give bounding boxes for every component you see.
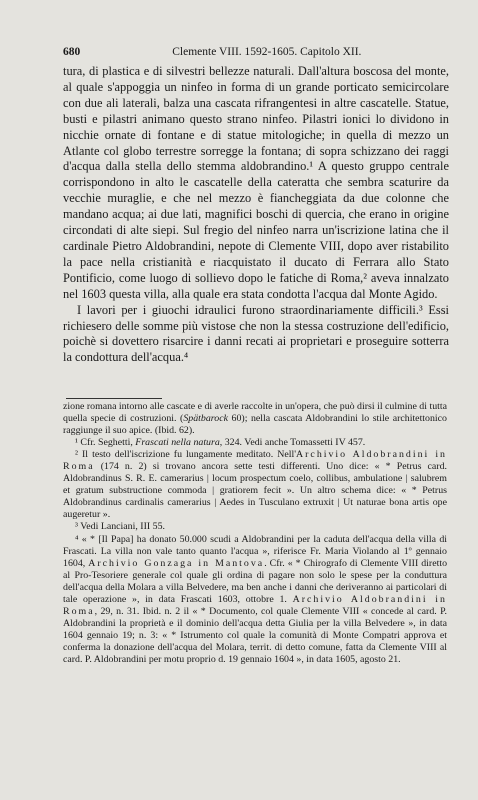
footnote-text: ³ Vedi Lanciani, III 55.: [75, 521, 165, 533]
footnote-text: . Cfr. « * Chirografo di Clemente VIII diretto al Pro-Tesoriere generale col quale gli ordina di pagare non solo le spese per la conduttura dell'acqua della Molara a villa Belvedere, ma ben anche i danni che deriveranno ai particolari di tale operazione », in data Frascati 1603, ottobre 1.: [63, 557, 448, 605]
running-header: [63, 45, 435, 59]
footnote-italic: Spätbarock: [183, 413, 228, 425]
footnote-text: ² Il testo dell'iscrizione fu lungamente meditato. Nell': [75, 449, 297, 461]
footnote-text: ¹ Cfr. Seghetti,: [75, 437, 136, 449]
body-paragraph: I lavori per i giuochi idraulici furono straordinariamente difficili.³ Essi richiesero delle somme più vistose che non la stessa costruzione dell'edificio, poichè si dovettero risarcire i danni recati ai proprietari e proseguire sotterra la condottura dell'acqua.⁴: [63, 302, 449, 365]
main-text: [63, 64, 449, 366]
footnote-4: [63, 534, 447, 667]
footnote-text: 60); nella cascata Aldobrandini lo stile architettonico raggiunge il suo apice. (Ibid. 62).: [63, 413, 447, 437]
footnote-text: , 29, n. 31. Ibid. n. 2 il « * Documento, col quale Clemente VIII « concede al card. P. Aldobrandini la proprietà e il dominio dell'acqua detta Giulia per la villa Belvedere », in data 1604 gennaio 19; n. 3: « * Istrumento col quale la comunità di Monte Compatri approva et conferma la donazione dell'acqua del Molara, territ. di detto comune, fatta da Clemente VIII al card. P. Aldobrandini per motu proprio d. 19 gennaio 1604 », in data 1605, agosto 21.: [63, 605, 447, 665]
footnote-separator: [66, 398, 162, 399]
footnote-spaced: Archivio Aldobrandini in Roma: [63, 449, 447, 473]
footnote-spaced: Archivio Gonzaga in Mantova: [88, 557, 265, 569]
page-number: 680: [63, 46, 81, 58]
footnote-text: zione romana intorno alle cascate e di averle raccolte in un'opera, che può dirsi il culmine di tutta quella specie di costruzioni. (: [63, 401, 448, 425]
footnote-2: [63, 449, 447, 521]
footnote-spaced: Archivio Aldobrandini in Roma: [63, 593, 447, 617]
footnote-italic: Frascati nella natura: [135, 437, 220, 449]
footnote-3: [63, 521, 447, 533]
footnote-text: ⁴ « * [Il Papa] ha donato 50.000 scudi a Aldobrandini per la caduta dell'acqua della villa di Frascati. La villa non vale tanto quanto l'acqua », riferisce Fr. Maria Violando al 1º gennaio 1604,: [63, 533, 447, 569]
footnote-text: , 324. Vedi anche Tomassetti IV 457.: [219, 437, 366, 449]
footnotes: [63, 401, 447, 666]
body-paragraph: tura, di plastica e di silvestri bellezze naturali. Dall'altura boscosa del monte, al quale s'appoggia un ninfeo in forma di un grande porticato semicircolare con due ali laterali, balza una cascata rifrangentesi in altre cascatelle. Statue, busti e pilastri animano questo strano ninfeo. Pilastri ionici lo dividono in nicchie ornate di fontane e di statue mitologiche; in quella di mezzo un Atlante col globo terrestre sorregge la fontana; di sopra schizzano dei raggi d'acqua dalla stella dello stemma aldobrandino.¹ A questo gruppo centrale corrispondono in alto le cascatelle della cateratta che sembra scaturire da vecchie muraglie, e che nel mezzo è fiancheggiata da due colonne che mandano acqua; ai due lati, magnifici boschi di quercia, che erano in origine circondati di alte siepi. Sul fregio del ninfeo narra un'iscrizione latina che il cardinale Pietro Aldobrandini, nepote di Clemente VIII, dopo aver ristabilito la pace nella cristianità e riacquistato il ducato di Ferrara allo Stato Pontificio, come luogo di sollievo dopo le fatiche di Roma,² aveva innalzato nel 1603 questa villa, alla quale era stata condotta l'acqua dal Monte Agido.: [63, 64, 449, 301]
running-title: Clemente VIII. 1592-1605. Capitolo XII.: [172, 46, 362, 58]
footnote-continuation: [63, 401, 447, 437]
footnote-1: [63, 437, 447, 449]
footnote-text: (174 n. 2) si trovano ancora sette testi differenti. Uno dice: « * Petrus card. Aldobrandinus S. R. E. camerarius | locum prospectum coelo, collibus, ambulatione | salubrem et gratum substructione commoda | gratiorem fecit ». Un altro schema dice: « * Petrus Aldobrandinus cardinalis camerarius | Aedes in Tusculano extruxit | Ut naturae bona artis ope augeretur ».: [63, 461, 447, 521]
